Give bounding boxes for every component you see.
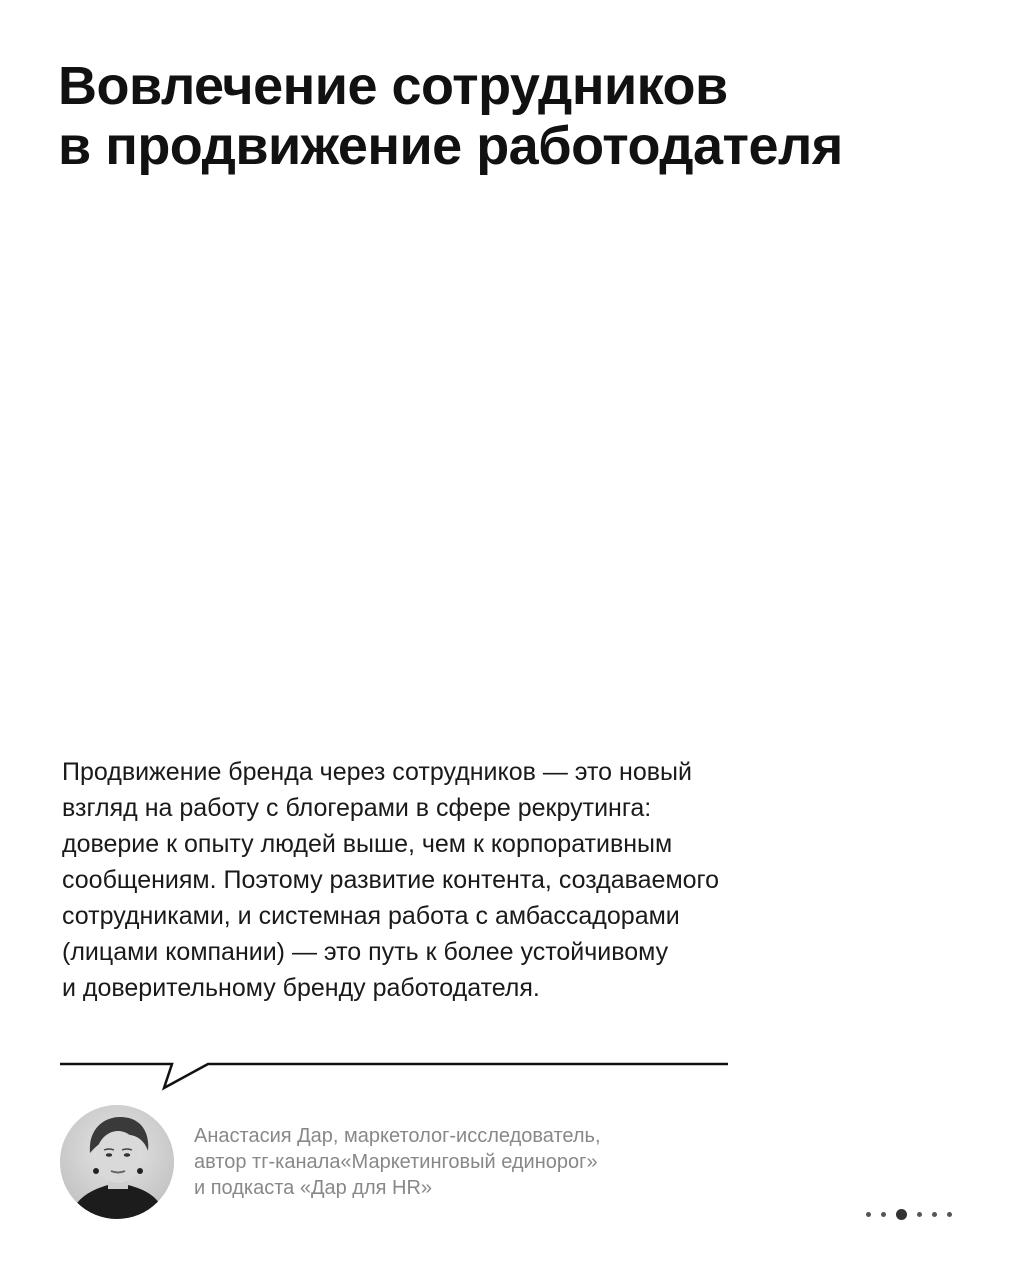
pager-dot[interactable] <box>932 1212 937 1217</box>
pager-dot[interactable] <box>947 1212 952 1217</box>
quote-line: доверие к опыту людей выше, чем к корпоративным <box>62 830 673 858</box>
author-caption <box>194 1123 794 1201</box>
quote-line: Продвижение бренда через сотрудников — это новый <box>62 758 692 786</box>
quote-line: взгляд на работу с блогерами в сфере рекрутинга: <box>62 794 652 822</box>
title-line-2: в продвижение работодателя <box>58 116 843 176</box>
speech-bubble-tail <box>60 1050 730 1100</box>
carousel-pager <box>866 1205 966 1223</box>
quote-line: сотрудниками, и системная работа с амбассадорами <box>62 902 680 930</box>
title-line-1: Вовлечение сотрудников <box>58 56 728 116</box>
author-avatar <box>60 1105 174 1219</box>
author-line: Анастасия Дар, маркетолог-исследователь, <box>194 1125 601 1147</box>
quote-line: и доверительному бренду работодателя. <box>62 974 540 1002</box>
author-line: автор тг-канала«Маркетинговый единорог» <box>194 1151 598 1173</box>
pager-dot[interactable] <box>917 1212 922 1217</box>
author-line: и подкаста «Дар для HR» <box>194 1177 433 1199</box>
quote-text <box>62 754 882 1006</box>
quote-line: сообщениям. Поэтому развитие контента, создаваемого <box>62 866 720 894</box>
quote-line: (лицами компании) — это путь к более устойчивому <box>62 938 669 966</box>
page-title <box>58 56 998 176</box>
pager-dot[interactable] <box>866 1212 871 1217</box>
pager-dot[interactable] <box>881 1212 886 1217</box>
pager-dot-active[interactable] <box>896 1209 907 1220</box>
